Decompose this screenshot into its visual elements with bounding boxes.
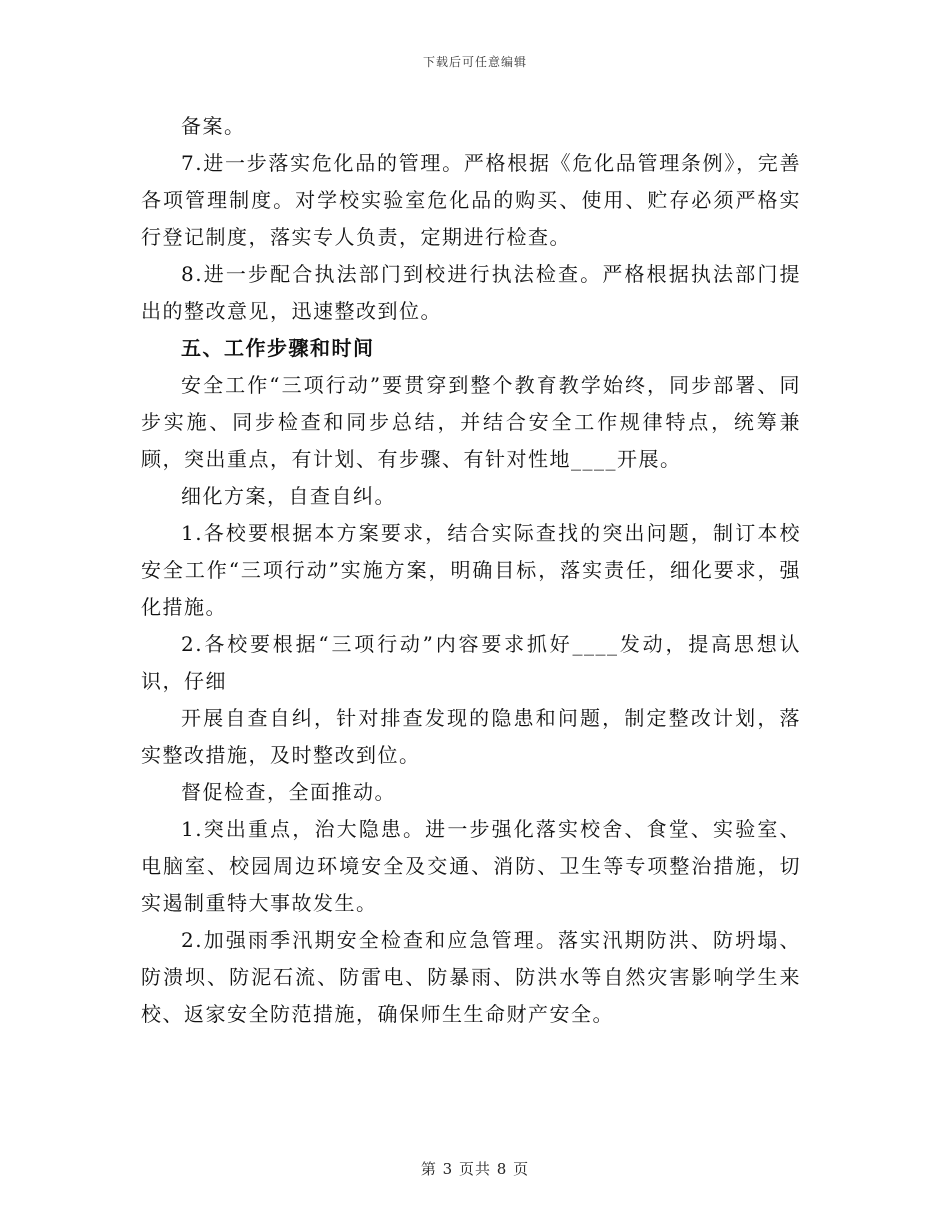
paragraph: 2.加强雨季汛期安全检查和应急管理。落实汛期防洪、防坍塌、防溃坝、防泥石流、防雷电、防暴雨、防洪水等自然灾害影响学生来校、返家安全防范措施，确保师生生命财产安全。 — [141, 928, 801, 1026]
paragraph: 安全工作“三项行动”要贯穿到整个教育教学始终，同步部署、同步实施、同步检查和同步总结，并结合安全工作规律特点，统筹兼顾，突出重点，有计划、有步骤、有针对性地____开展。 — [141, 373, 801, 471]
paragraph: 8.进一步配合执法部门到校进行执法检查。严格根据执法部门提出的整改意见，迅速整改到位。 — [141, 262, 801, 323]
paragraph: 督促检查，全面推动。 — [181, 780, 396, 804]
page-number: 第 3 页共 8 页 — [420, 1160, 530, 1178]
header-note: 下载后可任意编辑 — [422, 55, 527, 69]
paragraph: 7.进一步落实危化品的管理。严格根据《危化品管理条例》，完善各项管理制度。对学校实验室危化品的购买、使用、贮存必须严格实行登记制度，落实专人负责，定期进行检查。 — [141, 151, 801, 249]
paragraph: 备案。 — [181, 114, 246, 138]
section-heading: 五、工作步骤和时间 — [181, 336, 375, 360]
paragraph: 开展自查自纠，针对排查发现的隐患和问题，制定整改计划，落实整改措施，及时整改到位。 — [141, 706, 801, 767]
paragraph: 细化方案，自查自纠。 — [181, 484, 396, 508]
paragraph: 1.突出重点，治大隐患。进一步强化落实校舍、食堂、实验室、电脑室、校园周边环境安全及交通、消防、卫生等专项整治措施，切实遏制重特大事故发生。 — [141, 817, 801, 915]
document-body — [141, 108, 801, 1033]
paragraph: 2.各校要根据“三项行动”内容要求抓好____发动，提高思想认识，仔细 — [141, 632, 801, 693]
paragraph: 1.各校要根据本方案要求，结合实际查找的突出问题，制订本校安全工作“三项行动”实施方案，明确目标，落实责任，细化要求，强化措施。 — [141, 521, 801, 619]
